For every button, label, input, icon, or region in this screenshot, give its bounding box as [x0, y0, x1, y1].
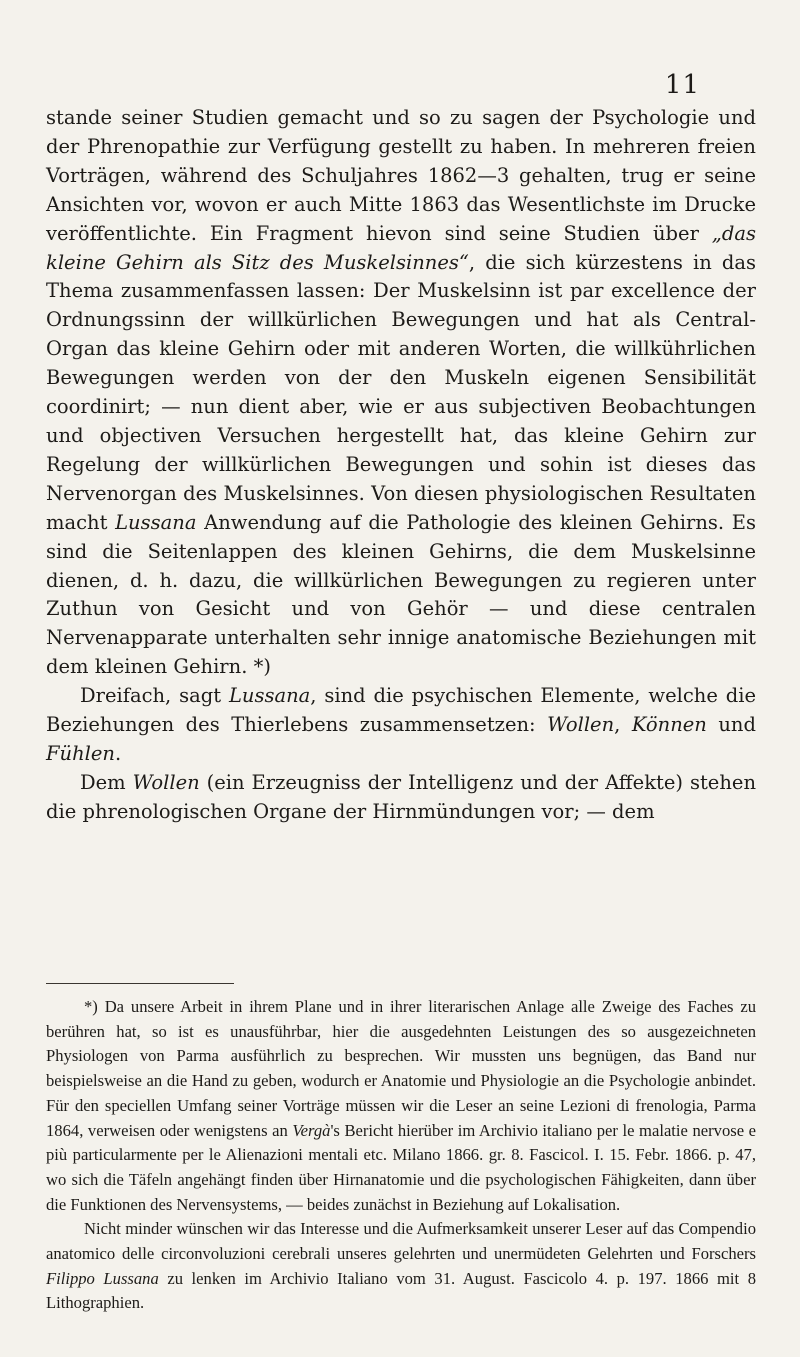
text-run: .	[114, 741, 122, 765]
text-run: zu lenken im Archivio Italiano vom 31. August. Fascicolo 4. p. 197. 1866 mit 8 Lithographien.	[46, 1268, 756, 1313]
text-run: Anwendung auf die Pathologie des kleinen Gehirns. Es sind die Seitenlappen des kleinen Gehirns, die dem Muskelsinne dienen, d. h. dazu, die willkürlichen Bewegungen zu regieren unter Zuthun von Gesicht und von Gehör — und diese centralen Nervenapparate unterhalten sehr innige anatomische Beziehungen mit dem kleinen Gehirn. *)	[46, 510, 756, 679]
footnote	[46, 995, 756, 1316]
text-run: , die sich kürzestens in das Thema zusammenfassen lassen: Der Muskelsinn ist par excellence der Ordnungssinn der willkürlichen Bewegungen und hat als Central-Organ das kleine Gehirn oder mit anderen Worten, die willkührlichen Bewegungen werden von der den Muskeln eigenen Sensibilität coordinirt; — nun dient aber, wie er aus subjectiven Beobachtungen und objectiven Versuchen hergestellt hat, das kleine Gehirn zur Regelung der willkürlichen Bewegungen und sohin ist dieses das Nervenorgan des Muskelsinnes. Von diesen physiologischen Resultaten macht	[46, 250, 756, 534]
text-run: , sind die psychischen Elemente, welche die Beziehungen des Thierlebens zusammensetzen:	[46, 684, 756, 737]
italic-name: Lussana	[115, 510, 197, 534]
body-text	[46, 104, 756, 827]
text-run: 's Bericht hierüber im Archivio italiano per le malatie nervose e più particularmente per le Alienazioni mentali etc. Milano 1866. gr. 8. Fascicol. I. 15. Febr. 1866. p. 47, wo sich die Täfeln angehängt finden über Hirnanatomie und die psychologischen Fähigkeiten, dann über die Funktionen des Nervensystems, — beides zunächst in Beziehung auf Lokalisation.	[46, 1120, 756, 1214]
footnote-paragraph-2	[46, 1217, 756, 1316]
text-run: ,	[614, 713, 632, 737]
paragraph-1	[46, 104, 756, 682]
italic-name: Vergà	[292, 1120, 331, 1140]
text-run: (ein Erzeugniss der Intelligenz und der Affekte) stehen die phrenologischen Organe der Hirnmündungen vor; — dem	[46, 770, 757, 823]
text-run: Nicht minder wünschen wir das Interesse und die Aufmerksamkeit unserer Leser auf das Compendio anatomico delle circonvoluzioni cerebrali unseres gelehrten und unermüdeten Gelehrten und Forschers	[46, 1219, 756, 1264]
italic-term: Wollen	[132, 770, 200, 794]
italic-term: Wollen	[547, 713, 615, 737]
page-number: 11	[664, 70, 700, 100]
italic-title: „das kleine Gehirn als Sitz des Muskelsinnes“	[46, 221, 756, 274]
text-run: und	[706, 713, 756, 737]
italic-name: Filippo Lussana	[46, 1268, 159, 1288]
text-run: stande seiner Studien gemacht und so zu sagen der Psychologie und der Phrenopathie zur Verfügung gestellt zu haben. In mehreren freien Vorträgen, während des Schuljahres 1862—3 gehalten, trug er seine Ansichten vor, wovon er auch Mitte 1863 das Wesentlichste im Drucke veröffentlichte. Ein Fragment hievon sind seine Studien über	[46, 106, 756, 245]
italic-name: Lussana	[228, 684, 311, 708]
text-run: Dem	[80, 770, 133, 794]
italic-term: Können	[631, 713, 707, 737]
paragraph-3	[46, 769, 756, 827]
italic-term: Fühlen	[46, 741, 115, 765]
footnote-paragraph-1	[46, 995, 756, 1217]
text-run: *) Da unsere Arbeit in ihrem Plane und in ihrer literarischen Anlage alle Zweige des Faches zu berühren hat, so ist es unausführbar, hier die ausgedehnten Leistungen des so ausgezeichneten Physiologen von Parma ausführlich zu besprechen. Wir mussten uns begnügen, das Band nur beispielsweise an die Hand zu geben, wodurch er Anatomie und Physiologie an die Psychologie anbindet. Für den speciellen Umfang seiner Vorträge müssen wir die Leser an seine Lezioni di frenologia, Parma 1864, verweisen oder wenigstens an	[46, 997, 756, 1140]
text-run: Dreifach, sagt	[80, 684, 229, 708]
paragraph-2	[46, 682, 756, 769]
footnote-divider	[46, 983, 234, 984]
